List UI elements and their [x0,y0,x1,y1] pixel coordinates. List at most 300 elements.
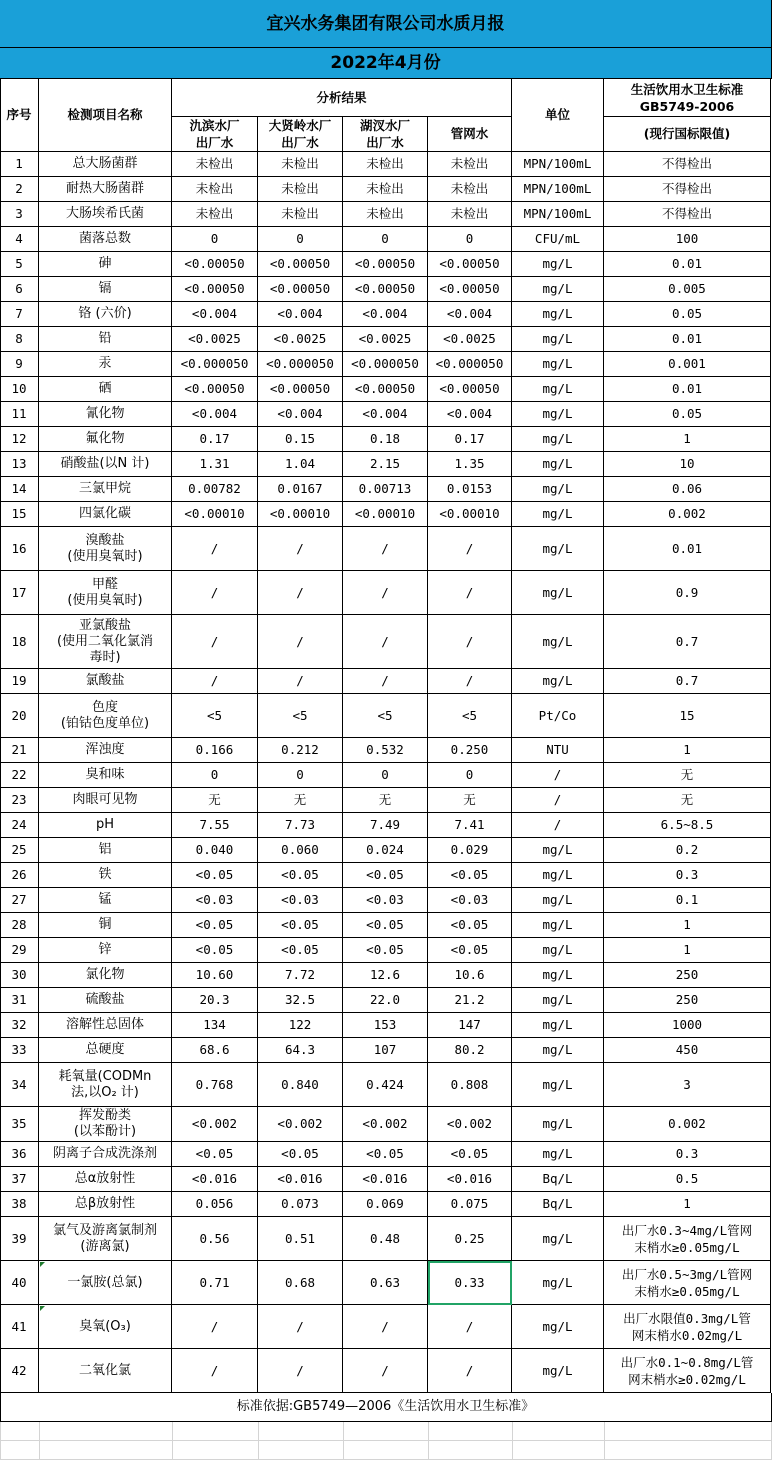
row-13-plant-1[interactable]: 1.31 [172,452,258,477]
row-5-item-name[interactable]: 砷 [39,252,172,277]
row-11-plant-1[interactable]: <0.004 [172,402,258,427]
row-29-plant-2[interactable]: <0.05 [258,938,343,963]
row-30-plant-1[interactable]: 10.60 [172,963,258,988]
row-4-plant-3[interactable]: 0 [343,227,428,252]
row-26-network-water[interactable]: <0.05 [428,863,512,888]
row-22-plant-2[interactable]: 0 [258,763,343,788]
row-30-network-water[interactable]: 10.6 [428,963,512,988]
row-15-plant-3[interactable]: <0.00010 [343,502,428,527]
row-33-unit[interactable]: mg/L [512,1038,604,1063]
header-standard[interactable]: 生活饮用水卫生标准 GB5749-2006 [604,79,771,117]
row-12-item-name[interactable]: 氟化物 [39,427,172,452]
row-2-network-water[interactable]: 未检出 [428,177,512,202]
row-32-seq[interactable]: 32 [0,1013,39,1038]
row-3-item-name[interactable]: 大肠埃希氏菌 [39,202,172,227]
row-35-plant-3[interactable]: <0.002 [343,1107,428,1142]
row-15-item-name[interactable]: 四氯化碳 [39,502,172,527]
row-35-seq[interactable]: 35 [0,1107,39,1142]
row-8-plant-3[interactable]: <0.0025 [343,327,428,352]
row-23-seq[interactable]: 23 [0,788,39,813]
row-2-plant-3[interactable]: 未检出 [343,177,428,202]
row-20-network-water[interactable]: <5 [428,694,512,738]
row-6-plant-1[interactable]: <0.00050 [172,277,258,302]
row-34-plant-2[interactable]: 0.840 [258,1063,343,1107]
row-28-item-name[interactable]: 铜 [39,913,172,938]
row-8-unit[interactable]: mg/L [512,327,604,352]
row-38-plant-3[interactable]: 0.069 [343,1192,428,1217]
row-18-item-name[interactable]: 亚氯酸盐 (使用二氧化氯消 毒时) [39,615,172,669]
row-23-plant-1[interactable]: 无 [172,788,258,813]
row-28-plant-1[interactable]: <0.05 [172,913,258,938]
row-13-seq[interactable]: 13 [0,452,39,477]
row-34-seq[interactable]: 34 [0,1063,39,1107]
row-42-item-name[interactable]: 二氧化氯 [39,1349,172,1393]
row-37-plant-3[interactable]: <0.016 [343,1167,428,1192]
row-16-plant-2[interactable]: / [258,527,343,571]
row-14-plant-2[interactable]: 0.0167 [258,477,343,502]
row-32-plant-2[interactable]: 122 [258,1013,343,1038]
row-30-seq[interactable]: 30 [0,963,39,988]
row-15-plant-1[interactable]: <0.00010 [172,502,258,527]
row-20-plant-3[interactable]: <5 [343,694,428,738]
row-6-network-water[interactable]: <0.00050 [428,277,512,302]
row-12-plant-3[interactable]: 0.18 [343,427,428,452]
row-10-network-water[interactable]: <0.00050 [428,377,512,402]
row-41-standard-limit[interactable]: 出厂水限值0.3mg/L管 网末梢水0.02mg/L [604,1305,771,1349]
row-21-plant-3[interactable]: 0.532 [343,738,428,763]
row-42-standard-limit[interactable]: 出厂水0.1~0.8mg/L管 网末梢水≥0.02mg/L [604,1349,771,1393]
row-20-seq[interactable]: 20 [0,694,39,738]
row-35-plant-1[interactable]: <0.002 [172,1107,258,1142]
row-8-standard-limit[interactable]: 0.01 [604,327,771,352]
row-3-plant-1[interactable]: 未检出 [172,202,258,227]
report-title[interactable]: 宜兴水务集团有限公司水质月报 [0,0,772,48]
row-29-seq[interactable]: 29 [0,938,39,963]
row-18-standard-limit[interactable]: 0.7 [604,615,771,669]
row-32-plant-3[interactable]: 153 [343,1013,428,1038]
row-41-item-name[interactable]: 臭氧(O₃) [39,1305,172,1349]
row-14-network-water[interactable]: 0.0153 [428,477,512,502]
row-20-plant-2[interactable]: <5 [258,694,343,738]
row-12-seq[interactable]: 12 [0,427,39,452]
row-6-seq[interactable]: 6 [0,277,39,302]
row-30-unit[interactable]: mg/L [512,963,604,988]
row-16-standard-limit[interactable]: 0.01 [604,527,771,571]
row-9-standard-limit[interactable]: 0.001 [604,352,771,377]
row-6-plant-2[interactable]: <0.00050 [258,277,343,302]
row-5-network-water[interactable]: <0.00050 [428,252,512,277]
row-13-unit[interactable]: mg/L [512,452,604,477]
row-39-plant-3[interactable]: 0.48 [343,1217,428,1261]
row-9-unit[interactable]: mg/L [512,352,604,377]
row-36-plant-3[interactable]: <0.05 [343,1142,428,1167]
row-13-plant-3[interactable]: 2.15 [343,452,428,477]
row-10-seq[interactable]: 10 [0,377,39,402]
row-19-seq[interactable]: 19 [0,669,39,694]
row-22-network-water[interactable]: 0 [428,763,512,788]
row-29-plant-1[interactable]: <0.05 [172,938,258,963]
row-21-standard-limit[interactable]: 1 [604,738,771,763]
row-5-unit[interactable]: mg/L [512,252,604,277]
row-23-network-water[interactable]: 无 [428,788,512,813]
row-38-unit[interactable]: Bq/L [512,1192,604,1217]
row-25-plant-1[interactable]: 0.040 [172,838,258,863]
row-42-seq[interactable]: 42 [0,1349,39,1393]
row-25-unit[interactable]: mg/L [512,838,604,863]
row-20-plant-1[interactable]: <5 [172,694,258,738]
row-36-network-water[interactable]: <0.05 [428,1142,512,1167]
row-34-plant-3[interactable]: 0.424 [343,1063,428,1107]
row-27-plant-1[interactable]: <0.03 [172,888,258,913]
row-7-standard-limit[interactable]: 0.05 [604,302,771,327]
row-31-unit[interactable]: mg/L [512,988,604,1013]
row-31-seq[interactable]: 31 [0,988,39,1013]
row-34-unit[interactable]: mg/L [512,1063,604,1107]
row-40-plant-3[interactable]: 0.63 [343,1261,428,1305]
row-26-seq[interactable]: 26 [0,863,39,888]
row-41-unit[interactable]: mg/L [512,1305,604,1349]
row-22-plant-1[interactable]: 0 [172,763,258,788]
row-38-item-name[interactable]: 总β放射性 [39,1192,172,1217]
row-13-standard-limit[interactable]: 10 [604,452,771,477]
row-42-plant-3[interactable]: / [343,1349,428,1393]
row-25-item-name[interactable]: 铝 [39,838,172,863]
row-19-plant-3[interactable]: / [343,669,428,694]
row-2-plant-1[interactable]: 未检出 [172,177,258,202]
row-5-seq[interactable]: 5 [0,252,39,277]
footer-standard-basis[interactable]: 标准依据:GB5749—2006《生活饮用水卫生标准》 [0,1393,772,1422]
row-38-plant-2[interactable]: 0.073 [258,1192,343,1217]
row-11-seq[interactable]: 11 [0,402,39,427]
row-42-plant-2[interactable]: / [258,1349,343,1393]
row-39-network-water[interactable]: 0.25 [428,1217,512,1261]
row-2-unit[interactable]: MPN/100mL [512,177,604,202]
row-3-network-water[interactable]: 未检出 [428,202,512,227]
row-9-plant-1[interactable]: <0.000050 [172,352,258,377]
row-38-seq[interactable]: 38 [0,1192,39,1217]
header-seq[interactable]: 序号 [0,79,39,152]
row-15-network-water[interactable]: <0.00010 [428,502,512,527]
row-38-network-water[interactable]: 0.075 [428,1192,512,1217]
row-7-plant-1[interactable]: <0.004 [172,302,258,327]
row-28-unit[interactable]: mg/L [512,913,604,938]
row-27-standard-limit[interactable]: 0.1 [604,888,771,913]
row-26-unit[interactable]: mg/L [512,863,604,888]
row-18-seq[interactable]: 18 [0,615,39,669]
row-10-unit[interactable]: mg/L [512,377,604,402]
row-15-unit[interactable]: mg/L [512,502,604,527]
row-24-seq[interactable]: 24 [0,813,39,838]
row-33-network-water[interactable]: 80.2 [428,1038,512,1063]
row-40-plant-2[interactable]: 0.68 [258,1261,343,1305]
header-plant-1[interactable]: 氿滨水厂 出厂水 [172,117,258,152]
row-36-unit[interactable]: mg/L [512,1142,604,1167]
row-15-standard-limit[interactable]: 0.002 [604,502,771,527]
row-3-unit[interactable]: MPN/100mL [512,202,604,227]
row-12-plant-1[interactable]: 0.17 [172,427,258,452]
row-13-network-water[interactable]: 1.35 [428,452,512,477]
header-standard-note[interactable]: (现行国标限值) [604,117,771,152]
row-3-seq[interactable]: 3 [0,202,39,227]
row-21-network-water[interactable]: 0.250 [428,738,512,763]
row-9-plant-3[interactable]: <0.000050 [343,352,428,377]
row-10-standard-limit[interactable]: 0.01 [604,377,771,402]
row-25-standard-limit[interactable]: 0.2 [604,838,771,863]
row-41-plant-2[interactable]: / [258,1305,343,1349]
row-20-item-name[interactable]: 色度 (铂钴色度单位) [39,694,172,738]
row-9-plant-2[interactable]: <0.000050 [258,352,343,377]
row-39-seq[interactable]: 39 [0,1217,39,1261]
row-36-plant-1[interactable]: <0.05 [172,1142,258,1167]
row-15-seq[interactable]: 15 [0,502,39,527]
row-33-seq[interactable]: 33 [0,1038,39,1063]
row-1-plant-3[interactable]: 未检出 [343,152,428,177]
row-9-seq[interactable]: 9 [0,352,39,377]
row-5-standard-limit[interactable]: 0.01 [604,252,771,277]
row-32-unit[interactable]: mg/L [512,1013,604,1038]
row-10-plant-1[interactable]: <0.00050 [172,377,258,402]
row-34-plant-1[interactable]: 0.768 [172,1063,258,1107]
row-40-item-name[interactable]: 一氯胺(总氯) [39,1261,172,1305]
row-8-plant-2[interactable]: <0.0025 [258,327,343,352]
row-20-standard-limit[interactable]: 15 [604,694,771,738]
row-39-unit[interactable]: mg/L [512,1217,604,1261]
report-period[interactable]: 2022年4月份 [0,48,772,79]
row-17-network-water[interactable]: / [428,571,512,615]
row-37-plant-1[interactable]: <0.016 [172,1167,258,1192]
row-40-network-water[interactable]: 0.33 [428,1261,512,1305]
row-21-plant-1[interactable]: 0.166 [172,738,258,763]
row-17-standard-limit[interactable]: 0.9 [604,571,771,615]
row-4-plant-2[interactable]: 0 [258,227,343,252]
row-2-standard-limit[interactable]: 不得检出 [604,177,771,202]
row-26-plant-3[interactable]: <0.05 [343,863,428,888]
row-6-plant-3[interactable]: <0.00050 [343,277,428,302]
row-30-standard-limit[interactable]: 250 [604,963,771,988]
row-27-unit[interactable]: mg/L [512,888,604,913]
row-8-plant-1[interactable]: <0.0025 [172,327,258,352]
row-11-item-name[interactable]: 氰化物 [39,402,172,427]
row-35-network-water[interactable]: <0.002 [428,1107,512,1142]
row-31-plant-1[interactable]: 20.3 [172,988,258,1013]
row-14-seq[interactable]: 14 [0,477,39,502]
row-37-unit[interactable]: Bq/L [512,1167,604,1192]
row-30-plant-3[interactable]: 12.6 [343,963,428,988]
row-23-plant-2[interactable]: 无 [258,788,343,813]
row-17-plant-3[interactable]: / [343,571,428,615]
row-14-plant-1[interactable]: 0.00782 [172,477,258,502]
row-37-standard-limit[interactable]: 0.5 [604,1167,771,1192]
row-11-plant-3[interactable]: <0.004 [343,402,428,427]
row-36-seq[interactable]: 36 [0,1142,39,1167]
row-17-plant-2[interactable]: / [258,571,343,615]
row-4-network-water[interactable]: 0 [428,227,512,252]
row-32-plant-1[interactable]: 134 [172,1013,258,1038]
row-35-plant-2[interactable]: <0.002 [258,1107,343,1142]
row-6-item-name[interactable]: 镉 [39,277,172,302]
row-26-item-name[interactable]: 铁 [39,863,172,888]
row-19-standard-limit[interactable]: 0.7 [604,669,771,694]
row-1-plant-1[interactable]: 未检出 [172,152,258,177]
row-37-plant-2[interactable]: <0.016 [258,1167,343,1192]
row-15-plant-2[interactable]: <0.00010 [258,502,343,527]
row-41-plant-1[interactable]: / [172,1305,258,1349]
header-analysis-results[interactable]: 分析结果 [172,79,512,117]
row-18-unit[interactable]: mg/L [512,615,604,669]
row-7-unit[interactable]: mg/L [512,302,604,327]
row-13-item-name[interactable]: 硝酸盐(以N 计) [39,452,172,477]
row-34-standard-limit[interactable]: 3 [604,1063,771,1107]
row-6-standard-limit[interactable]: 0.005 [604,277,771,302]
row-1-unit[interactable]: MPN/100mL [512,152,604,177]
row-25-network-water[interactable]: 0.029 [428,838,512,863]
row-25-plant-2[interactable]: 0.060 [258,838,343,863]
row-7-seq[interactable]: 7 [0,302,39,327]
row-27-plant-2[interactable]: <0.03 [258,888,343,913]
row-21-plant-2[interactable]: 0.212 [258,738,343,763]
row-11-unit[interactable]: mg/L [512,402,604,427]
row-22-standard-limit[interactable]: 无 [604,763,771,788]
row-31-item-name[interactable]: 硫酸盐 [39,988,172,1013]
row-26-standard-limit[interactable]: 0.3 [604,863,771,888]
row-38-standard-limit[interactable]: 1 [604,1192,771,1217]
row-41-plant-3[interactable]: / [343,1305,428,1349]
header-plant-3[interactable]: 湖汊水厂 出厂水 [343,117,428,152]
row-36-plant-2[interactable]: <0.05 [258,1142,343,1167]
row-33-plant-2[interactable]: 64.3 [258,1038,343,1063]
row-7-network-water[interactable]: <0.004 [428,302,512,327]
row-24-item-name[interactable]: pH [39,813,172,838]
row-16-plant-1[interactable]: / [172,527,258,571]
row-1-plant-2[interactable]: 未检出 [258,152,343,177]
row-16-network-water[interactable]: / [428,527,512,571]
row-24-network-water[interactable]: 7.41 [428,813,512,838]
row-12-plant-2[interactable]: 0.15 [258,427,343,452]
row-40-standard-limit[interactable]: 出厂水0.5~3mg/L管网 末梢水≥0.05mg/L [604,1261,771,1305]
row-11-standard-limit[interactable]: 0.05 [604,402,771,427]
row-29-network-water[interactable]: <0.05 [428,938,512,963]
row-22-unit[interactable]: / [512,763,604,788]
row-30-item-name[interactable]: 氯化物 [39,963,172,988]
row-29-unit[interactable]: mg/L [512,938,604,963]
row-31-plant-2[interactable]: 32.5 [258,988,343,1013]
row-7-plant-3[interactable]: <0.004 [343,302,428,327]
row-27-plant-3[interactable]: <0.03 [343,888,428,913]
row-18-plant-3[interactable]: / [343,615,428,669]
row-42-unit[interactable]: mg/L [512,1349,604,1393]
row-12-standard-limit[interactable]: 1 [604,427,771,452]
row-3-standard-limit[interactable]: 不得检出 [604,202,771,227]
row-8-network-water[interactable]: <0.0025 [428,327,512,352]
row-16-unit[interactable]: mg/L [512,527,604,571]
row-41-network-water[interactable]: / [428,1305,512,1349]
row-26-plant-2[interactable]: <0.05 [258,863,343,888]
row-41-seq[interactable]: 41 [0,1305,39,1349]
row-8-item-name[interactable]: 铅 [39,327,172,352]
row-23-item-name[interactable]: 肉眼可见物 [39,788,172,813]
row-21-unit[interactable]: NTU [512,738,604,763]
row-22-plant-3[interactable]: 0 [343,763,428,788]
row-21-item-name[interactable]: 浑浊度 [39,738,172,763]
row-27-item-name[interactable]: 锰 [39,888,172,913]
row-37-network-water[interactable]: <0.016 [428,1167,512,1192]
row-32-item-name[interactable]: 溶解性总固体 [39,1013,172,1038]
row-39-item-name[interactable]: 氯气及游离氯制剂 (游离氯) [39,1217,172,1261]
row-4-seq[interactable]: 4 [0,227,39,252]
row-4-standard-limit[interactable]: 100 [604,227,771,252]
row-18-plant-2[interactable]: / [258,615,343,669]
row-35-item-name[interactable]: 挥发酚类 (以苯酚计) [39,1107,172,1142]
row-14-unit[interactable]: mg/L [512,477,604,502]
row-5-plant-2[interactable]: <0.00050 [258,252,343,277]
row-1-standard-limit[interactable]: 不得检出 [604,152,771,177]
row-29-plant-3[interactable]: <0.05 [343,938,428,963]
row-40-plant-1[interactable]: 0.71 [172,1261,258,1305]
row-2-plant-2[interactable]: 未检出 [258,177,343,202]
row-38-plant-1[interactable]: 0.056 [172,1192,258,1217]
row-27-network-water[interactable]: <0.03 [428,888,512,913]
row-4-unit[interactable]: CFU/mL [512,227,604,252]
row-37-item-name[interactable]: 总α放射性 [39,1167,172,1192]
row-29-item-name[interactable]: 锌 [39,938,172,963]
row-23-standard-limit[interactable]: 无 [604,788,771,813]
row-1-item-name[interactable]: 总大肠菌群 [39,152,172,177]
row-26-plant-1[interactable]: <0.05 [172,863,258,888]
row-31-standard-limit[interactable]: 250 [604,988,771,1013]
row-2-seq[interactable]: 2 [0,177,39,202]
header-item-name[interactable]: 检测项目名称 [39,79,172,152]
row-6-unit[interactable]: mg/L [512,277,604,302]
row-35-unit[interactable]: mg/L [512,1107,604,1142]
row-28-standard-limit[interactable]: 1 [604,913,771,938]
row-7-plant-2[interactable]: <0.004 [258,302,343,327]
row-4-plant-1[interactable]: 0 [172,227,258,252]
row-24-standard-limit[interactable]: 6.5~8.5 [604,813,771,838]
row-10-plant-3[interactable]: <0.00050 [343,377,428,402]
header-network-water[interactable]: 管网水 [428,117,512,152]
row-23-plant-3[interactable]: 无 [343,788,428,813]
row-10-plant-2[interactable]: <0.00050 [258,377,343,402]
row-39-plant-2[interactable]: 0.51 [258,1217,343,1261]
row-33-plant-3[interactable]: 107 [343,1038,428,1063]
row-24-unit[interactable]: / [512,813,604,838]
row-2-item-name[interactable]: 耐热大肠菌群 [39,177,172,202]
row-34-item-name[interactable]: 耗氧量(CODMn 法,以O₂ 计) [39,1063,172,1107]
row-14-item-name[interactable]: 三氯甲烷 [39,477,172,502]
row-36-item-name[interactable]: 阴离子合成洗涤剂 [39,1142,172,1167]
row-25-plant-3[interactable]: 0.024 [343,838,428,863]
row-30-plant-2[interactable]: 7.72 [258,963,343,988]
row-16-seq[interactable]: 16 [0,527,39,571]
row-18-network-water[interactable]: / [428,615,512,669]
row-24-plant-1[interactable]: 7.55 [172,813,258,838]
row-19-unit[interactable]: mg/L [512,669,604,694]
row-33-plant-1[interactable]: 68.6 [172,1038,258,1063]
row-19-network-water[interactable]: / [428,669,512,694]
row-5-plant-1[interactable]: <0.00050 [172,252,258,277]
row-17-unit[interactable]: mg/L [512,571,604,615]
header-plant-2[interactable]: 大贤岭水厂 出厂水 [258,117,343,152]
row-32-network-water[interactable]: 147 [428,1013,512,1038]
row-1-network-water[interactable]: 未检出 [428,152,512,177]
row-22-seq[interactable]: 22 [0,763,39,788]
row-17-item-name[interactable]: 甲醛 (使用臭氧时) [39,571,172,615]
row-24-plant-2[interactable]: 7.73 [258,813,343,838]
row-12-unit[interactable]: mg/L [512,427,604,452]
row-11-plant-2[interactable]: <0.004 [258,402,343,427]
row-22-item-name[interactable]: 臭和味 [39,763,172,788]
row-19-plant-1[interactable]: / [172,669,258,694]
